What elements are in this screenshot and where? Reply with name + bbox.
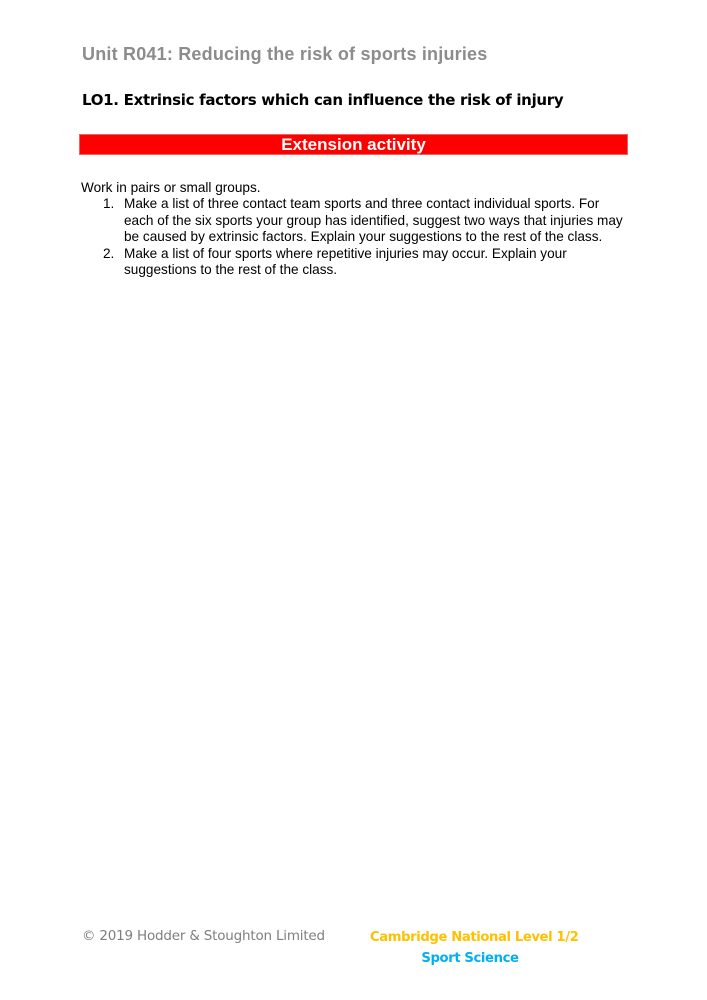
unit-title: Unit R041: Reducing the risk of sports injuries: [82, 44, 488, 64]
task-text: Make a list of four sports where repetitive injuries may occur. Explain your suggestions to the rest of the class.: [124, 245, 567, 278]
task-item: [81, 246, 631, 279]
footer-copyright: © 2019 Hodder & Stoughton Limited: [82, 928, 325, 944]
task-list: [81, 196, 631, 278]
task-number: 1.: [103, 196, 115, 212]
footer-brand: [370, 927, 579, 969]
intro-text: Work in pairs or small groups.: [81, 180, 261, 195]
task-number: 2.: [103, 245, 115, 261]
task-text: Make a list of three contact team sports and three contact individual sports. For each of the six sports your group has identified, suggest two ways that injuries may be caused by extrinsic factors. Explain your suggestions to the rest of the class.: [124, 196, 623, 245]
brand-qualification: Cambridge National Level 1/2: [370, 930, 579, 945]
task-item: [81, 196, 631, 245]
extension-activity-banner: Extension activity: [79, 134, 628, 155]
brand-subject: Sport Science: [421, 951, 519, 966]
learning-objective-title: LO1. Extrinsic factors which can influence the risk of injury: [82, 91, 564, 109]
activity-content: [81, 180, 631, 278]
